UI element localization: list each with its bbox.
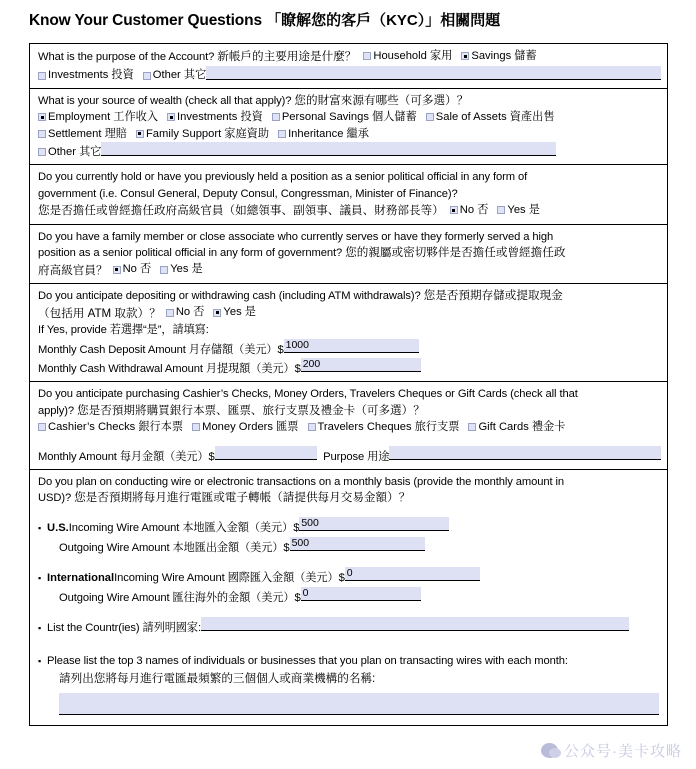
wires-question-en-line1: Do you plan on conducting wire or electronic transactions on a monthly basis (provide the monthly amount in — [38, 475, 564, 488]
checkbox-label: Other 其它 — [48, 145, 102, 158]
wires-us-outgoing-value: 500 — [291, 536, 310, 549]
cash-if-yes-line — [38, 322, 661, 338]
row-pep-self — [30, 165, 667, 224]
wealth-question-en: What is your source of wealth (check all that apply)? — [38, 94, 292, 107]
pep-self-question-en-line2: government (i.e. Consul General, Deputy Consul, Congressman, Minister of Finance)? — [38, 187, 458, 200]
checkbox-money-orders[interactable] — [192, 419, 298, 435]
pep-family-line2 — [38, 245, 661, 261]
watermark-text: 公众号·美卡攻略 — [564, 743, 682, 760]
radio-label: No 否 — [122, 263, 152, 276]
wires-us-outgoing-label: Outgoing Wire Amount 本地匯出金額（美元）$ — [59, 541, 290, 554]
pep-family-question-cn-line3: 府高級官員？ — [38, 263, 108, 277]
checkbox-box-icon — [38, 148, 46, 156]
wires-top3-question-cn: 請列出您將每月進行電匯最頻繁的三個個人或商業機構的名稱: — [59, 671, 376, 685]
wealth-question-cn: 您的財富來源有哪些（可多選）？ — [294, 93, 469, 107]
wires-intl-incoming-label: Incoming Wire Amount 國際匯入金額（美元）$ — [114, 571, 345, 584]
cash-withdrawal-value: 200 — [302, 357, 321, 370]
checkbox-inheritance[interactable] — [278, 126, 369, 142]
wires-countries-label: List the Countr(ies) 請列明國家: — [47, 621, 201, 634]
checkbox-box-icon — [38, 72, 46, 80]
radio-pep-family-yes[interactable] — [160, 261, 203, 277]
checkbox-box-icon — [166, 309, 174, 317]
wires-us-incoming-prefix: U.S. — [47, 521, 69, 534]
checkbox-box-icon — [38, 130, 46, 138]
page-title-en: Know Your Customer Questions — [29, 12, 262, 29]
checkbox-box-icon — [272, 113, 280, 121]
checkbox-label: Family Support 家庭資助 — [145, 127, 270, 140]
checkbox-checked-icon — [450, 206, 458, 214]
wires-intl-outgoing-label: Outgoing Wire Amount 匯往海外的金額（美元）$ — [59, 591, 301, 604]
checkbox-checked-icon — [213, 309, 221, 317]
checkbox-label: Inheritance 繼承 — [288, 127, 369, 140]
cash-line1 — [38, 288, 661, 304]
radio-pep-self-yes[interactable] — [497, 202, 540, 218]
cash-deposit-line — [38, 339, 661, 358]
cash-if-yes-label: If Yes, provide 若選擇“是”，請填寫: — [38, 324, 209, 337]
radio-label: No 否 — [459, 204, 489, 217]
wires-top3-question-en: Please list the top 3 names of individuals or businesses that you plan on transacting wires with each month: — [47, 654, 568, 667]
purpose-question-en: What is the purpose of the Account? — [38, 51, 215, 64]
radio-label: Yes 是 — [170, 263, 203, 276]
checkbox-label: Cashier’s Checks 銀行本票 — [48, 421, 184, 434]
row-wire-transactions — [30, 470, 667, 726]
cash-question-cn-part1: 您是否預期存儲或提取現金 — [423, 289, 563, 303]
wires-us-incoming-line — [38, 517, 661, 537]
radio-cash-no[interactable] — [161, 304, 205, 320]
instruments-monthly-amount-label: Monthly Amount 每月金額（美元）$ — [38, 450, 215, 463]
wealth-other-input[interactable] — [101, 142, 556, 156]
questions-table — [29, 43, 668, 726]
cash-withdrawal-input[interactable] — [301, 358, 421, 372]
checkbox-travelers-cheques[interactable] — [308, 419, 460, 435]
wires-us-incoming-label: Incoming Wire Amount 本地匯入金額（美元）$ — [68, 521, 300, 534]
wires-top3-line2 — [38, 670, 661, 687]
cash-line2 — [38, 304, 661, 322]
cash-deposit-label: Monthly Cash Deposit Amount 月存儲額（美元）$ — [38, 343, 284, 356]
instruments-question-cn: 您是否預期將購買銀行本票、匯票、旅行支票及禮金卡（可多選）？ — [77, 403, 425, 417]
radio-label: No 否 — [175, 306, 205, 319]
square-bullet-icon: ▪ — [38, 622, 42, 633]
checkbox-label: Household 家用 — [373, 50, 453, 62]
instruments-monthly-amount-input[interactable] — [215, 446, 318, 460]
row-monetary-instruments — [30, 382, 667, 470]
pep-self-question-en-line1: Do you currently hold or have you previously held a position as a senior political official in any form of — [38, 171, 528, 184]
checkbox-checked-icon — [113, 266, 121, 274]
spacer — [38, 715, 661, 721]
checkbox-other-purpose[interactable] — [143, 67, 206, 83]
purpose-options-line2 — [38, 66, 661, 84]
spacer — [38, 507, 661, 517]
pep-family-question-en-line1: Do you have a family member or close associate who currently serves or have they formerly served a high — [38, 230, 554, 243]
instruments-question-en-line1: Do you anticipate purchasing Cashier’s Checks, Money Orders, Travelers Cheques or Gift Cards (check all that — [38, 388, 578, 401]
checkbox-other-wealth[interactable] — [38, 144, 101, 160]
instruments-question-en-line2: apply)? — [38, 404, 74, 417]
checkbox-personal-savings[interactable] — [272, 109, 417, 125]
radio-label: Yes 是 — [507, 204, 540, 217]
checkbox-label: Gift Cards 禮金卡 — [478, 421, 566, 434]
checkbox-checked-icon — [136, 130, 144, 138]
watermark — [541, 740, 682, 761]
checkbox-investments[interactable] — [38, 67, 134, 83]
wires-us-incoming-input[interactable] — [299, 517, 449, 531]
row-account-purpose — [30, 44, 667, 89]
cash-question-en: Do you anticipate depositing or withdrawing cash (including ATM withdrawals)? — [38, 290, 421, 303]
pep-self-line3 — [38, 202, 661, 220]
wechat-icon — [541, 743, 558, 758]
checkbox-checked-icon — [167, 113, 175, 121]
wires-intl-incoming-line — [38, 567, 661, 587]
instruments-purpose-label: Purpose 用途 — [323, 450, 390, 463]
wires-intl-outgoing-line — [38, 587, 661, 607]
checkbox-settlement[interactable] — [38, 126, 127, 142]
wealth-question-line — [38, 93, 661, 109]
instruments-amount-line — [38, 446, 661, 465]
square-bullet-icon: ▪ — [38, 522, 42, 533]
page-title — [0, 0, 696, 32]
checkbox-box-icon — [308, 423, 316, 431]
radio-pep-self-no[interactable] — [444, 202, 489, 218]
checkbox-gift-cards[interactable] — [468, 419, 565, 435]
checkbox-box-icon — [497, 206, 505, 214]
spacer — [38, 557, 661, 567]
pep-family-line3 — [38, 261, 661, 279]
wires-intl-outgoing-input[interactable] — [301, 587, 421, 601]
cash-deposit-value: 1000 — [285, 338, 309, 351]
checkbox-box-icon — [363, 52, 371, 60]
checkbox-box-icon — [160, 266, 168, 274]
cash-deposit-input[interactable] — [284, 339, 419, 353]
pep-self-line1 — [38, 169, 661, 185]
row-source-of-wealth — [30, 89, 667, 165]
pep-family-question-en-line2: position as a senior political official in any form of government? — [38, 247, 343, 260]
row-pep-family — [30, 225, 667, 284]
wires-line1 — [38, 474, 661, 490]
wires-us-outgoing-line — [38, 537, 661, 557]
wires-question-cn: 您是否預期將每月進行電匯或電子轉帳（請提供每月交易金額）？ — [74, 491, 411, 505]
instruments-purpose-input[interactable] — [389, 446, 661, 460]
cash-question-cn-part2: （包括用 ATM 取款）？ — [38, 306, 161, 320]
checkbox-label: Settlement 理賠 — [48, 127, 127, 140]
checkbox-box-icon — [468, 423, 476, 431]
checkbox-label: Employment 工作收入 — [48, 111, 159, 124]
purpose-other-input[interactable] — [206, 66, 661, 80]
radio-cash-yes[interactable] — [213, 304, 256, 320]
wires-intl-outgoing-value: 0 — [302, 586, 309, 599]
wires-intl-incoming-prefix: International — [47, 571, 115, 584]
spacer — [38, 637, 661, 647]
checkbox-box-icon — [143, 72, 151, 80]
instruments-line2 — [38, 403, 661, 419]
checkbox-label: Personal Savings 個人儲蓄 — [281, 111, 417, 124]
wealth-options-line3 — [38, 142, 661, 160]
purpose-question-line — [38, 48, 661, 66]
instruments-options-line — [38, 419, 661, 435]
wires-line2 — [38, 490, 661, 506]
wealth-options-line1 — [38, 109, 661, 125]
wires-countries-line — [38, 617, 661, 637]
checkbox-household[interactable] — [356, 48, 452, 64]
pep-family-line1 — [38, 229, 661, 245]
checkbox-checked-icon — [461, 52, 469, 60]
cash-withdrawal-line — [38, 358, 661, 377]
pep-family-question-cn-line2: 您的親屬或密切夥伴是否擔任或曾經擔任政 — [345, 246, 566, 260]
pep-self-line2 — [38, 186, 661, 202]
checkbox-checked-icon — [38, 113, 46, 121]
checkbox-family-support[interactable] — [136, 126, 269, 142]
instruments-line1 — [38, 386, 661, 402]
spacer — [38, 607, 661, 617]
cash-withdrawal-label: Monthly Cash Withdrawal Amount 月提現額（美元）$ — [38, 362, 301, 375]
wires-top3-input[interactable] — [59, 693, 659, 715]
purpose-question-cn: 新帳戶的主要用途是什麼？ — [217, 50, 357, 64]
square-bullet-icon: ▪ — [38, 655, 42, 666]
wires-us-outgoing-input[interactable] — [290, 537, 425, 551]
checkbox-box-icon — [192, 423, 200, 431]
checkbox-employment[interactable] — [38, 109, 158, 125]
checkbox-label: Money Orders 匯票 — [202, 421, 299, 434]
wealth-options-line2 — [38, 126, 661, 142]
row-cash-activity — [30, 284, 667, 382]
checkbox-label: Other 其它 — [152, 69, 207, 82]
radio-label: Yes 是 — [223, 306, 256, 319]
wires-us-incoming-value: 500 — [301, 516, 319, 529]
page-title-cn: 「瞭解您的客戶（KYC）」相關問題 — [266, 12, 501, 29]
square-bullet-icon: ▪ — [38, 572, 42, 583]
wires-top3-input-wrap — [38, 693, 661, 715]
checkbox-label: Savings 儲蓄 — [471, 50, 537, 62]
checkbox-label: Sale of Assets 資產出售 — [435, 111, 555, 124]
checkbox-label: Investments 投資 — [48, 69, 134, 82]
checkbox-cashiers-checks[interactable] — [38, 419, 183, 435]
spacer — [38, 436, 661, 446]
radio-pep-family-no[interactable] — [108, 261, 152, 277]
checkbox-sale-of-assets[interactable] — [426, 109, 555, 125]
wires-intl-incoming-input[interactable] — [345, 567, 480, 581]
checkbox-label: Travelers Cheques 旅行支票 — [317, 421, 460, 434]
wires-top3-line1 — [38, 653, 661, 670]
wires-question-en-line2: USD)? — [38, 492, 72, 505]
checkbox-investments-wealth[interactable] — [167, 109, 263, 125]
checkbox-box-icon — [426, 113, 434, 121]
wires-intl-incoming-value: 0 — [346, 566, 353, 579]
wires-countries-input[interactable] — [201, 617, 629, 631]
pep-self-question-cn: 您是否擔任或曾經擔任政府高級官員（如總領事、副領事、議員、財務部長等） — [38, 204, 444, 218]
checkbox-label: Investments 投資 — [177, 111, 263, 124]
checkbox-savings[interactable] — [461, 48, 536, 64]
checkbox-box-icon — [278, 130, 286, 138]
checkbox-box-icon — [38, 423, 46, 431]
